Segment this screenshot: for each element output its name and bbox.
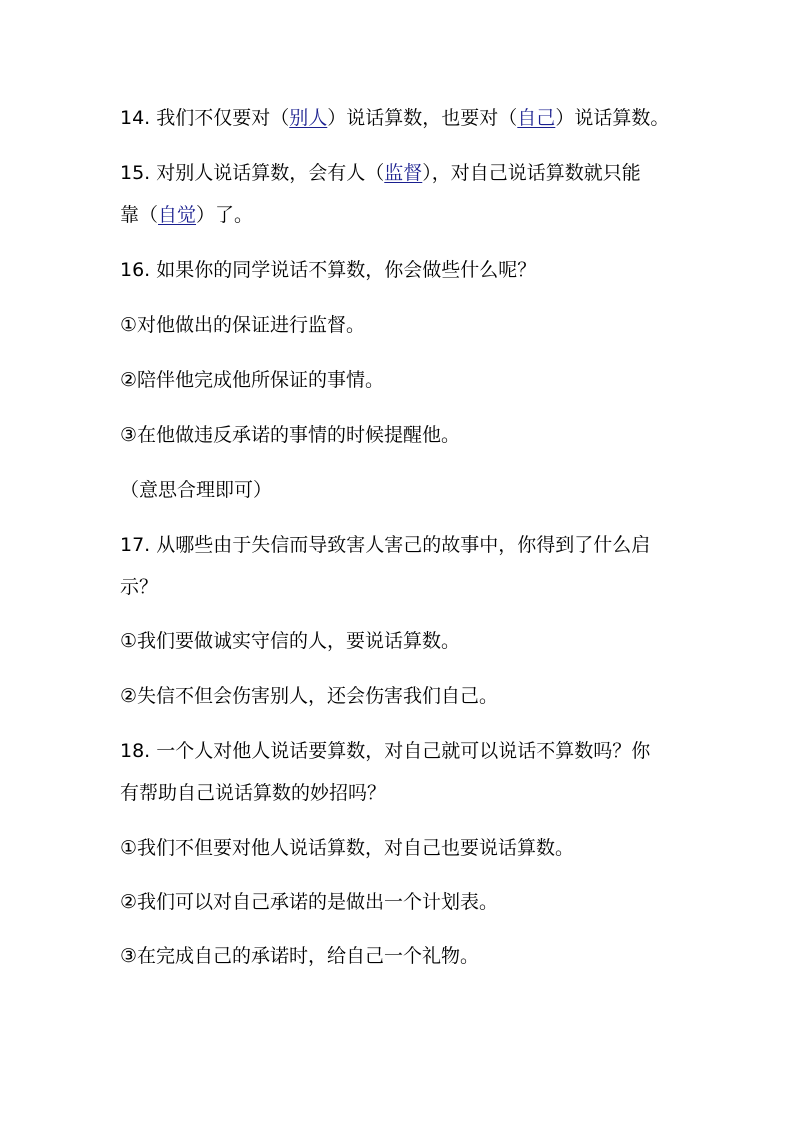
q15-text-f: ）了。 <box>196 204 254 226</box>
q15-text-a: 15. 对别人说话算数，会有人（ <box>120 162 385 184</box>
q16-answer-3: ③在他做违反承诺的事情的时候提醒他。 <box>120 424 461 446</box>
q15-answer-2: 自觉 <box>158 204 197 226</box>
q16-note: （意思合理即可） <box>120 479 273 501</box>
q18-answer-3: ③在完成自己的承诺时，给自己一个礼物。 <box>120 945 480 967</box>
question-14 <box>120 105 680 131</box>
q17-answer-2: ②失信不但会伤害别人，还会伤害我们自己。 <box>120 685 499 707</box>
q16-answer-1: ①对他做出的保证进行监督。 <box>120 314 366 336</box>
q15-text-c: ），对自己说话算数就只能 <box>422 162 641 184</box>
question-18-line-2: 有帮助自己说话算数的妙招吗？ <box>120 782 387 804</box>
q18-answer-2: ②我们可以对自己承诺的是做出一个计划表。 <box>120 891 499 913</box>
q17-answer-1: ①我们要做诚实守信的人，要说话算数。 <box>120 630 461 652</box>
question-15-line-2 <box>120 202 680 228</box>
q15-text-d: 靠（ <box>120 204 159 226</box>
question-16: 16. 如果你的同学说话不算数，你会做些什么呢？ <box>120 259 537 281</box>
question-17-line-1: 17. 从哪些由于失信而导致害人害己的故事中，你得到了什么启 <box>120 534 651 556</box>
q15-answer-1: 监督 <box>384 162 423 184</box>
question-17-line-2: 示？ <box>120 576 159 598</box>
q14-text-e: ）说话算数。 <box>555 107 670 129</box>
question-15-line-1 <box>120 160 680 186</box>
question-18-line-1: 18. 一个人对他人说话要算数，对自己就可以说话不算数吗？你 <box>120 740 651 762</box>
q14-text-c: ）说话算数，也要对（ <box>327 107 518 129</box>
q14-answer-1: 别人 <box>289 107 328 129</box>
q18-answer-1: ①我们不但要对他人说话算数，对自己也要说话算数。 <box>120 837 575 859</box>
q14-text-a: 14. 我们不仅要对（ <box>120 107 290 129</box>
q16-answer-2: ②陪伴他完成他所保证的事情。 <box>120 369 385 391</box>
q14-answer-2: 自己 <box>517 107 556 129</box>
